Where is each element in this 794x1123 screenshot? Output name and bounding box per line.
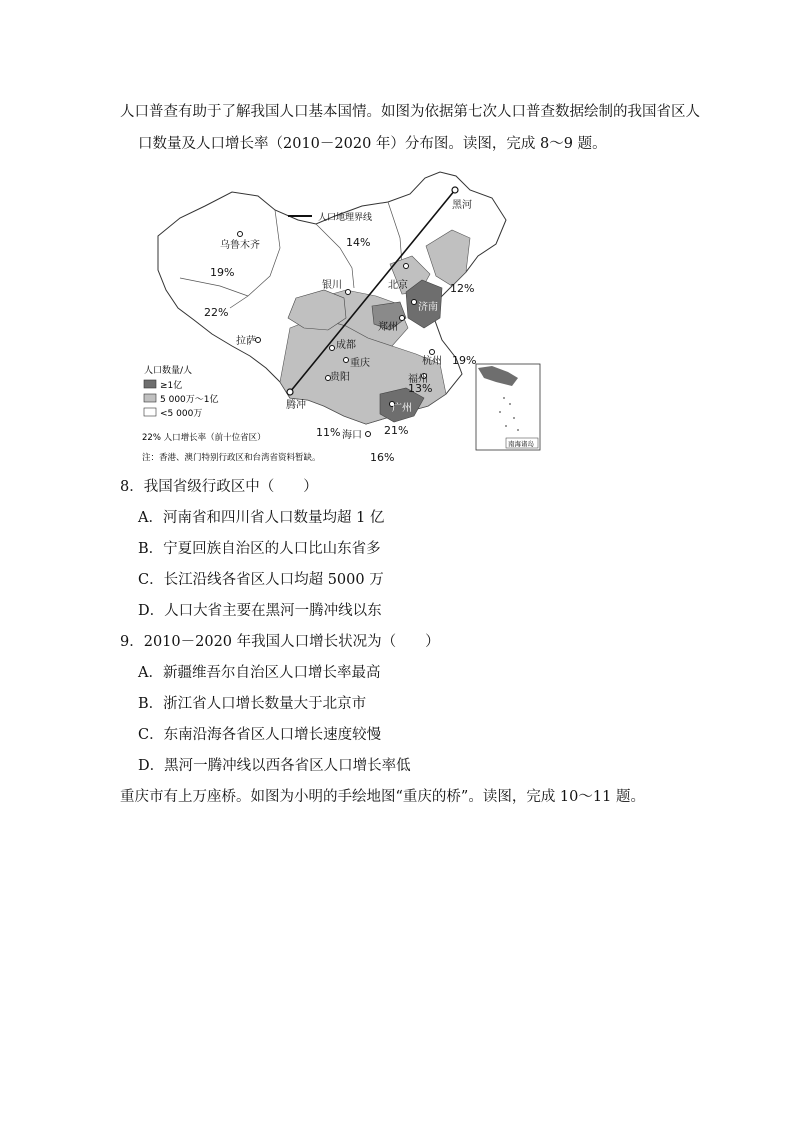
legend-item-1: ≥1亿 — [160, 381, 183, 391]
rate-legend: 22% 人口增长率（前十位省区） — [142, 433, 266, 443]
legend-item-2: 5 000万～1亿 — [160, 395, 219, 405]
city-fuzhou: 福州 — [408, 374, 428, 385]
q9-option-c: C．东南沿海各省区人口增长速度较慢 — [138, 727, 382, 743]
population-map — [140, 168, 550, 468]
q9-option-d: D．黑河一腾冲线以西各省区人口增长率低 — [138, 758, 411, 774]
intro-paragraph-2: 重庆市有上万座桥。如图为小明的手绘地图“重庆的桥”。读图，完成 10～11 题。 — [120, 789, 645, 805]
legend-line-label: 人口地理界线 — [318, 213, 373, 223]
rate-11: 11% — [316, 426, 341, 439]
legend-swatch-mid — [144, 394, 156, 402]
intro-paragraph-line-1: 人口普查有助于了解我国人口基本国情。如图为依据第七次人口普查数据绘制的我国省区人 — [120, 104, 700, 120]
q8-option-b: B．宁夏回族自治区的人口比山东省多 — [138, 541, 381, 557]
city-hangzhou: 杭州 — [422, 356, 442, 367]
map-note: 注：香港、澳门特别行政区和台湾省资料暂缺。 — [142, 453, 321, 463]
q9-option-a: A．新疆维吾尔自治区人口增长率最高 — [138, 665, 381, 681]
city-chengdu: 成都 — [336, 340, 356, 351]
city-guiyang: 贵阳 — [330, 372, 350, 383]
q8-option-a: A．河南省和四川省人口数量均超 1 亿 — [138, 510, 385, 526]
rate-13: 13% — [408, 382, 433, 395]
rate-14: 14% — [346, 236, 371, 249]
city-heihe: 黑河 — [452, 200, 472, 211]
q8-option-c: C．长江沿线各省区人口均超 5000 万 — [138, 572, 384, 588]
legend-item-3: <5 000万 — [160, 409, 203, 419]
rate-16: 16% — [370, 451, 395, 464]
legend-title: 人口数量/人 — [144, 366, 193, 376]
city-beijing: 北京 — [388, 280, 408, 291]
rate-22: 22% — [204, 306, 229, 319]
inset-label: 南海诸岛 — [508, 440, 534, 448]
population-map-svg — [140, 168, 550, 468]
city-chongqing: 重庆 — [350, 358, 370, 369]
q8-option-d: D．人口大省主要在黑河一腾冲线以东 — [138, 603, 382, 619]
legend-swatch-light — [144, 408, 156, 416]
legend-swatch-dark — [144, 380, 156, 388]
city-jinan: 济南 — [418, 302, 438, 313]
q9-option-b: B．浙江省人口增长数量大于北京市 — [138, 696, 367, 712]
rate-19-west: 19% — [210, 266, 235, 279]
city-yinchuan: 银川 — [322, 280, 342, 291]
q9-stem: 9．2010－2020 年我国人口增长状况为（ ） — [120, 634, 440, 650]
rate-21: 21% — [384, 424, 409, 437]
city-tengchong: 腾冲 — [286, 400, 306, 411]
city-zhengzhou: 郑州 — [378, 322, 398, 333]
city-lhasa: 拉萨 — [236, 336, 256, 347]
city-guangzhou: 广州 — [392, 403, 412, 414]
rate-12: 12% — [450, 282, 475, 295]
intro-paragraph-line-2: 口数量及人口增长率（2010－2020 年）分布图。读图，完成 8～9 题。 — [138, 136, 607, 152]
rate-19-east: 19% — [452, 354, 477, 367]
q8-stem: 8．我国省级行政区中（ ） — [120, 479, 318, 495]
city-urumqi: 乌鲁木齐 — [220, 240, 260, 251]
city-haikou: 海口 — [342, 430, 362, 441]
